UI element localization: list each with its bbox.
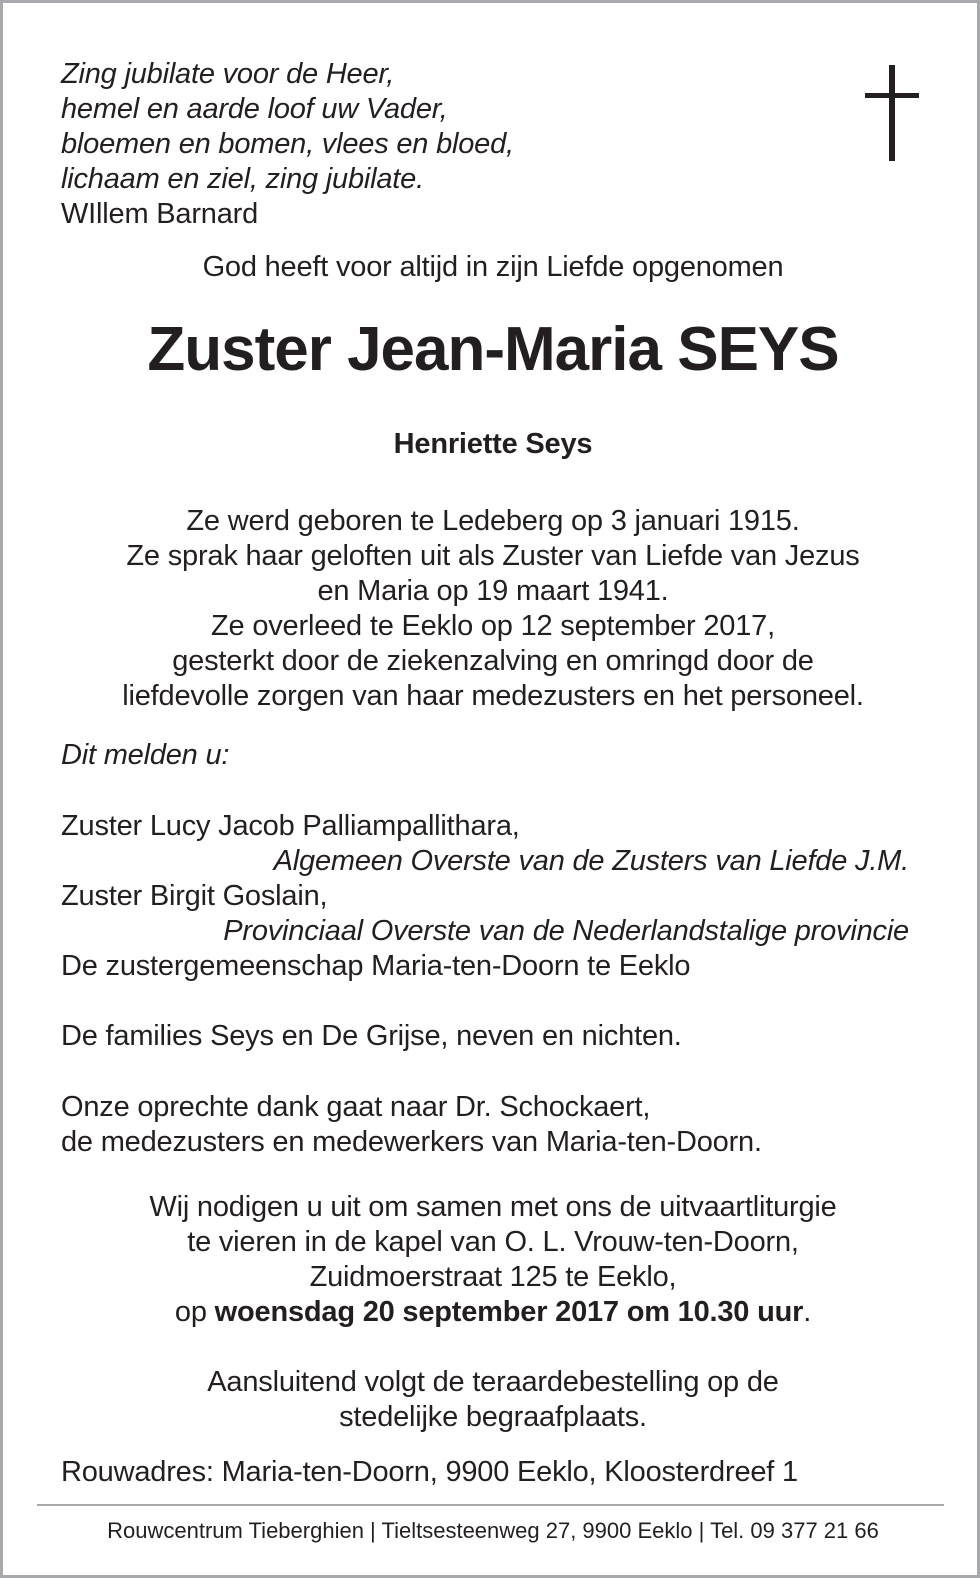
divider	[37, 1504, 944, 1506]
announcer-1-role: Algemeen Overste van de Zusters van Liefde J.M.	[273, 845, 909, 877]
funeral-home-footer: Rouwcentrum Tieberghien | Tieltsesteenweg 27, 9900 Eeklo | Tel. 09 377 21 66	[107, 1518, 879, 1543]
invitation-line: te vieren in de kapel van O. L. Vrouw-ten-Doorn,	[187, 1226, 799, 1258]
bio-line: en Maria op 19 maart 1941.	[317, 575, 669, 607]
bio-line: liefdevolle zorgen van haar medezusters en het personeel.	[122, 680, 864, 712]
thanks	[61, 1090, 762, 1160]
date-suffix: .	[803, 1296, 812, 1328]
poem-line: hemel en aarde loof uw Vader,	[61, 93, 448, 125]
thanks-line: Onze oprechte dank gaat naar Dr. Schockaert,	[61, 1091, 651, 1123]
announcer-2-role: Provinciaal Overste van de Nederlandstalige provincie	[223, 915, 909, 947]
biography	[3, 504, 980, 714]
announcer-1: Zuster Lucy Jacob Palliampallithara,	[61, 810, 520, 842]
announcer-3: De zustergemeenschap Maria-ten-Doorn te Eeklo	[61, 950, 691, 982]
invitation	[3, 1190, 980, 1330]
deceased-name: Zuster Jean-Maria SEYS	[147, 315, 839, 384]
bio-line: Ze overleed te Eeklo op 12 september 2017,	[211, 610, 775, 642]
address-line: Rouwadres: Maria-ten-Doorn, 9900 Eeklo, Kloosterdreef 1	[61, 1456, 798, 1488]
poem	[61, 57, 514, 232]
cross-icon	[865, 65, 921, 161]
date-bold: woensdag 20 september 2017 om 10.30 uur	[214, 1296, 804, 1328]
announce-heading: Dit melden u:	[61, 739, 230, 771]
families-line: De families Seys en De Grijse, neven en nichten.	[61, 1020, 682, 1052]
poem-line: Zing jubilate voor de Heer,	[61, 58, 395, 90]
poem-line: bloemen en bomen, vlees en bloed,	[61, 128, 514, 160]
funeral-date	[3, 1295, 980, 1330]
bio-line: Ze sprak haar geloften uit als Zuster van Liefde van Jezus	[126, 540, 860, 572]
civil-name: Henriette Seys	[393, 428, 593, 460]
thanks-line: de medezusters en medewerkers van Maria-ten-Doorn.	[61, 1126, 762, 1158]
date-prefix: op	[174, 1296, 207, 1328]
poem-line: lichaam en ziel, zing jubilate.	[61, 163, 424, 195]
poem-author: WIllem Barnard	[61, 198, 259, 230]
announcer-2: Zuster Birgit Goslain,	[61, 880, 328, 912]
invitation-line: Wij nodigen u uit om samen met ons de uitvaartliturgie	[149, 1191, 837, 1223]
intro-line: God heeft voor altijd in zijn Liefde opgenomen	[202, 251, 784, 283]
burial	[3, 1365, 980, 1435]
bio-line: Ze werd geboren te Ledeberg op 3 januari 1915.	[186, 505, 800, 537]
bio-line: gesterkt door de ziekenzalving en omringd door de	[172, 645, 814, 677]
burial-line: Aansluitend volgt de teraardebestelling op de	[207, 1366, 779, 1398]
invitation-line: Zuidmoerstraat 125 te Eeklo,	[309, 1261, 677, 1293]
burial-line: stedelijke begraafplaats.	[339, 1401, 647, 1433]
